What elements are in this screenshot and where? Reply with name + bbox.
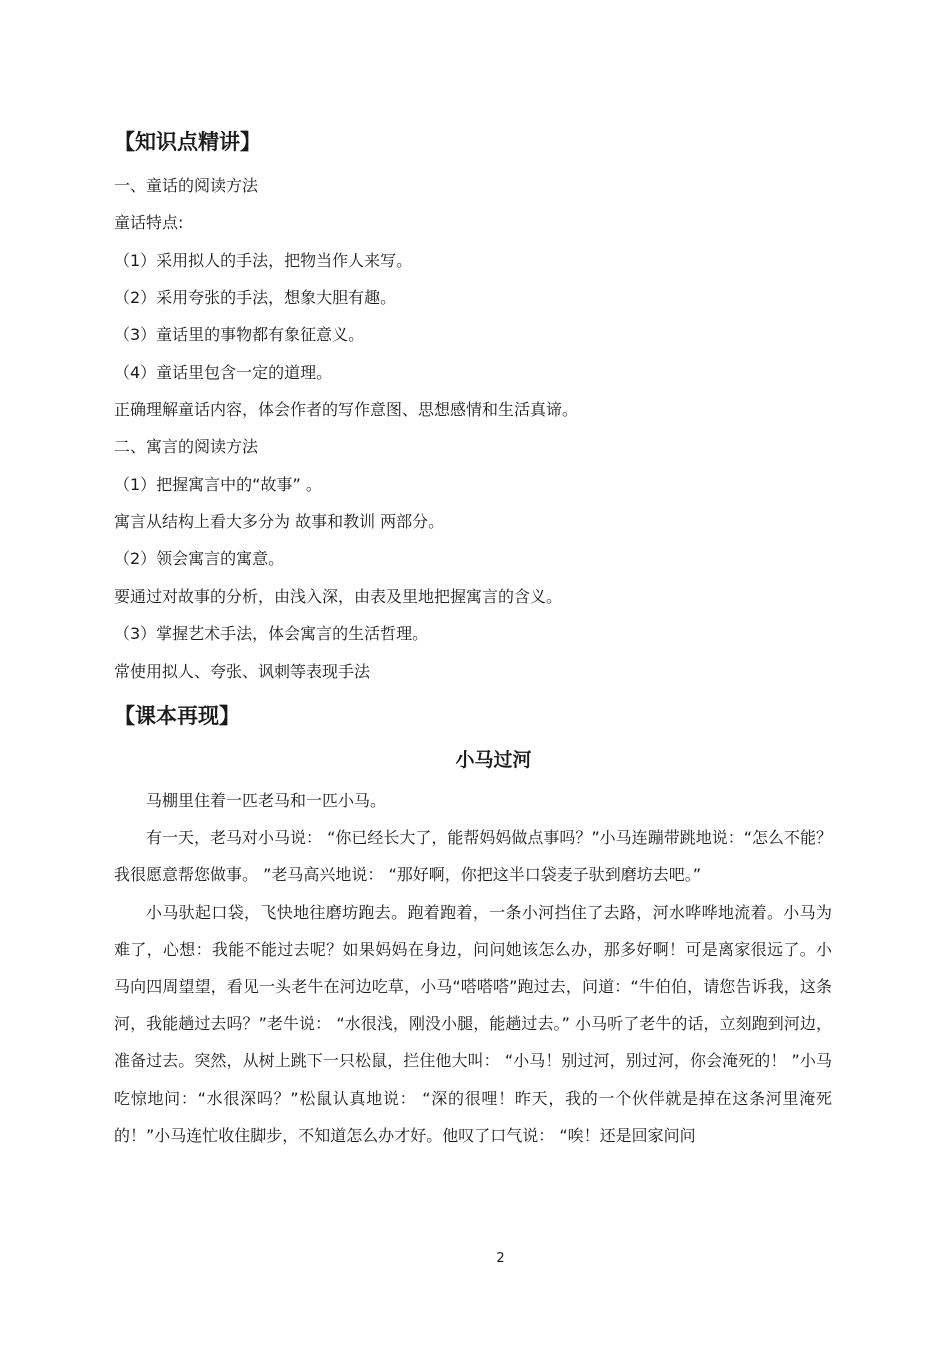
text-line: （1）采用拟人的手法，把物当作人来写。 — [114, 251, 413, 270]
story-body — [114, 782, 832, 1154]
story-paragraph: 有一天，老马对小马说： “你已经长大了，能帮妈妈做点事吗？”小马连蹦带跳地说：“怎么不能？我很愿意帮您做事。 ”老马高兴地说： “那好啊，你把这半口袋麦子驮到磨坊去吧。” — [114, 828, 832, 885]
section-heading-textbook: 【课本再现】 — [114, 704, 240, 728]
text-line: 要通过对故事的分析，由浅入深，由表及里地把握寓言的含义。 — [114, 587, 563, 606]
page-number: 2 — [496, 1251, 505, 1266]
text-line: 一、童话的阅读方法 — [114, 176, 259, 195]
text-line: （4）童话里包含一定的道理。 — [114, 363, 333, 382]
story-title: 小马过河 — [455, 749, 532, 771]
text-line: 童话特点: — [114, 213, 184, 232]
text-line: 常使用拟人、夸张、讽刺等表现手法 — [114, 662, 371, 681]
text-line: （1）把握寓言中的“故事” 。 — [114, 475, 322, 494]
text-line: 二、寓言的阅读方法 — [114, 437, 259, 456]
text-line: （2）领会寓言的寓意。 — [114, 549, 285, 568]
story-paragraph: 小马驮起口袋，飞快地往磨坊跑去。跑着跑着，一条小河挡住了去路，河水哗哗地流着。小马为难了，心想：我能不能过去呢？如果妈妈在身边，问问她该怎么办，那多好啊！可是离家很远了。小马向四周望望，看见一头老牛在河边吃草，小马“嗒嗒嗒”跑过去，问道：“牛伯伯，请您告诉我，这条河，我能趟过去吗？”老牛说： “水很浅，刚没小腿，能趟过去。” 小马听了老牛的话，立刻跑到河边，准备过去。突然，从树上跳下一只松鼠，拦住他大叫： “小马！别过河，别过河，你会淹死的！ ”小马吃惊地问：“水很深吗？”松鼠认真地说： “深的很哩！昨天，我的一个伙伴就是掉在这条河里淹死的！”小马连忙收住脚步，不知道怎么办才好。他叹了口气说： “唉！还是回家问问 — [114, 902, 832, 1145]
text-line: 寓言从结构上看大多分为 故事和教训 两部分。 — [114, 512, 445, 531]
text-line: （3）童话里的事物都有象征意义。 — [114, 325, 365, 344]
text-line: （2）采用夸张的手法，想象大胆有趣。 — [114, 288, 397, 307]
section-heading-knowledge: 【知识点精讲】 — [114, 130, 261, 154]
story-paragraph: 马棚里住着一匹老马和一匹小马。 — [146, 791, 387, 810]
text-line: （3）掌握艺术手法，体会寓言的生活哲理。 — [114, 624, 429, 643]
text-line: 正确理解童话内容，体会作者的写作意图、思想感情和生活真谛。 — [114, 400, 579, 419]
